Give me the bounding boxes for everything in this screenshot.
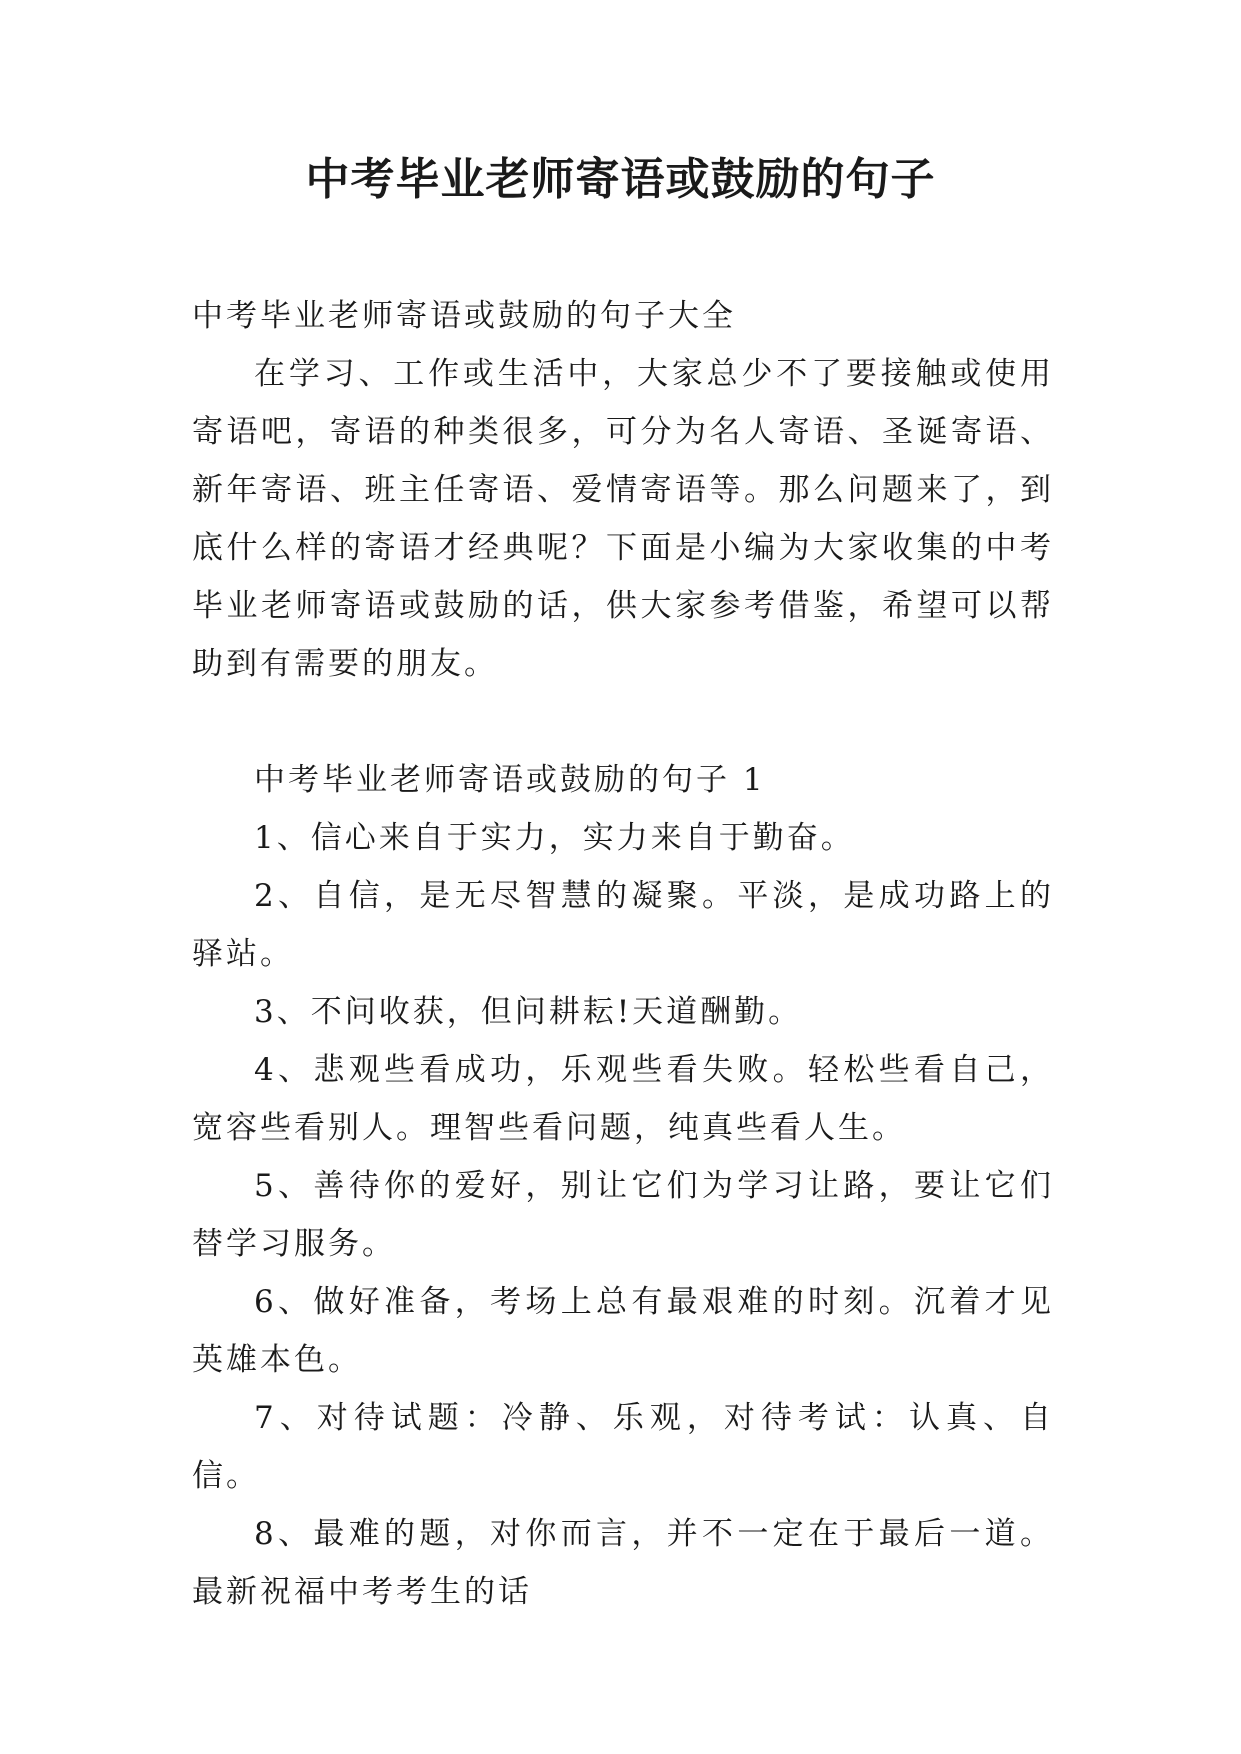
intro-paragraph: 在学习、工作或生活中，大家总少不了要接触或使用寄语吧，寄语的种类很多，可分为名人寄语、圣诞寄语、新年寄语、班主任寄语、爱情寄语等。那么问题来了，到底什么样的寄语才经典呢？下面是小编为大家收集的中考毕业老师寄语或鼓励的话，供大家参考借鉴，希望可以帮助到有需要的朋友。 [192,356,1054,682]
list-item: 3、不问收获，但问耕耘!天道酬勤。 [254,994,803,1030]
list-item: 6、做好准备，考场上总有最艰难的时刻。沉着才见英雄本色。 [192,1284,1054,1378]
list-item: 1、信心来自于实力，实力来自于勤奋。 [254,820,855,856]
document-title: 中考毕业老师寄语或鼓励的句子 [305,154,936,205]
list-item: 5、善待你的爱好，别让它们为学习让路，要让它们替学习服务。 [192,1168,1054,1262]
list-item: 7、对待试题：冷静、乐观，对待考试：认真、自信。 [192,1400,1054,1494]
list-item: 4、悲观些看成功，乐观些看失败。轻松些看自己，宽容些看别人。理智些看问题，纯真些看人生。 [192,1052,1054,1146]
list-item: 8、最难的题，对你而言，并不一定在于最后一道。最新祝福中考考生的话 [192,1516,1054,1610]
document-subtitle: 中考毕业老师寄语或鼓励的句子大全 [192,298,736,334]
section-heading: 中考毕业老师寄语或鼓励的句子 1 [254,762,766,798]
list-item: 2、自信，是无尽智慧的凝聚。平淡，是成功路上的驿站。 [192,878,1054,972]
document-body [192,287,1054,1621]
